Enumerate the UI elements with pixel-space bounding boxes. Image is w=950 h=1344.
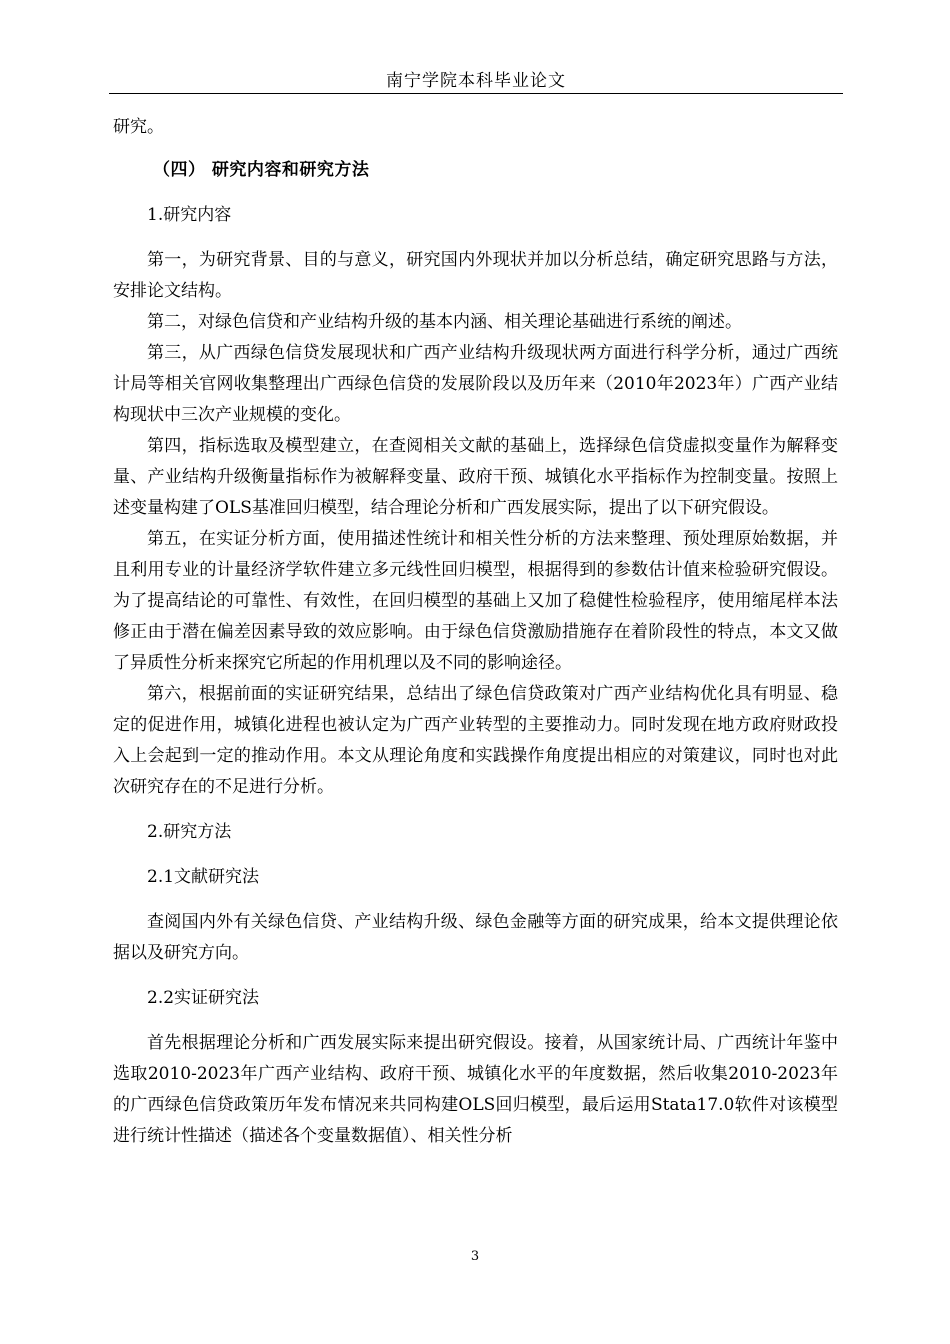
subheading-empirical-method: 2.2实证研究法 bbox=[147, 988, 260, 1008]
header-divider bbox=[109, 93, 843, 94]
section-heading: （四） 研究内容和研究方法 bbox=[153, 160, 370, 180]
subheading-research-content: 1.研究内容 bbox=[147, 205, 232, 225]
subheading-research-methods: 2.研究方法 bbox=[147, 822, 232, 842]
body-text bbox=[113, 112, 838, 1152]
page-number: 3 bbox=[470, 1249, 480, 1264]
paragraph-6: 第六，根据前面的实证研究结果，总结出了绿色信贷政策对广西产业结构优化具有明显、稳定的促进作用，城镇化进程也被认定为广西产业转型的主要推动力。同时发现在地方政府财政投入上会起到一定的推动作用。本文从理论角度和实践操作角度提出相应的对策建议，同时也对此次研究存在的不足进行分析。 bbox=[113, 684, 838, 797]
continuation-text: 研究。 bbox=[113, 117, 164, 137]
subheading-literature-method: 2.1文献研究法 bbox=[147, 867, 260, 887]
paragraph-4: 第四，指标选取及模型建立，在查阅相关文献的基础上，选择绿色信贷虚拟变量作为解释变量、产业结构升级衡量指标作为被解释变量、政府干预、城镇化水平指标作为控制变量。按照上述变量构建了OLS基准回归模型，结合理论分析和广西发展实际，提出了以下研究假设。 bbox=[113, 436, 838, 518]
paragraph-5: 第五，在实证分析方面，使用描述性统计和相关性分析的方法来整理、预处理原始数据，并且利用专业的计量经济学软件建立多元线性回归模型，根据得到的参数估计值来检验研究假设。为了提高结论的可靠性、有效性，在回归模型的基础上又加了稳健性检验程序，使用缩尾样本法修正由于潜在偏差因素导致的效应影响。由于绿色信贷激励措施存在着阶段性的特点，本文又做了异质性分析来探究它所起的作用机理以及不同的影响途径。 bbox=[113, 529, 838, 673]
running-header: 南宁学院本科毕业论文 bbox=[386, 71, 566, 91]
paragraph-8: 首先根据理论分析和广西发展实际来提出研究假设。接着，从国家统计局、广西统计年鉴中选取2010-2023年广西产业结构、政府干预、城镇化水平的年度数据，然后收集2010-2023年的广西绿色信贷政策历年发布情况来共同构建OLS回归模型，最后运用Stata17.0软件对该模型进行统计性描述（描述各个变量数据值）、相关性分析 bbox=[113, 1033, 838, 1146]
paragraph-3: 第三，从广西绿色信贷发展现状和广西产业结构升级现状两方面进行科学分析，通过广西统计局等相关官网收集整理出广西绿色信贷的发展阶段以及历年来（2010年2023年）广西产业结构现状中三次产业规模的变化。 bbox=[113, 343, 838, 425]
paragraph-7: 查阅国内外有关绿色信贷、产业结构升级、绿色金融等方面的研究成果，给本文提供理论依据以及研究方向。 bbox=[113, 912, 838, 963]
paragraph-2: 第二，对绿色信贷和产业结构升级的基本内涵、相关理论基础进行系统的阐述。 bbox=[147, 312, 742, 332]
paragraph-1: 第一，为研究背景、目的与意义，研究国内外现状并加以分析总结，确定研究思路与方法，安排论文结构。 bbox=[113, 250, 838, 301]
